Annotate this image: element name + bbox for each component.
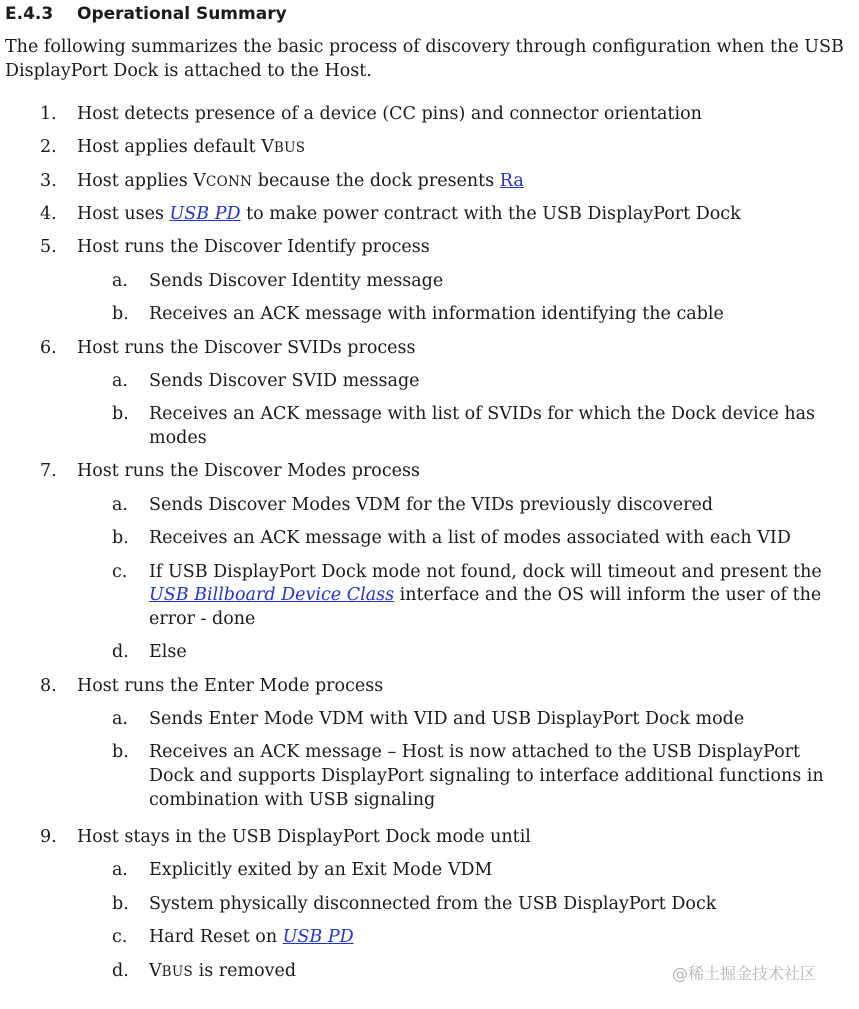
list-marker: c. [112,927,128,947]
list-marker: 1. [40,104,57,124]
list-item-text: System physically disconnected from the USB DisplayPort Dock [149,894,717,914]
list-item-text: Host applies VCONN because the dock presents Ra [77,171,524,191]
section-heading [5,3,287,25]
list-marker: a. [112,860,128,880]
list-item-text: Hard Reset on USB PD [149,927,354,947]
list-item-continuation: Dock and supports DisplayPort signaling to interface additional functions in [149,766,824,786]
list-marker: 8. [40,676,57,696]
list-marker: 6. [40,338,57,358]
section-number: E.4.3 [5,4,54,24]
list-item-text: Else [149,642,187,662]
list-marker: a. [112,371,128,391]
list-item-text: Host runs the Discover Identify process [77,237,430,257]
list-item-continuation: error - done [149,609,256,629]
list-item-text: Sends Discover SVID message [149,371,420,391]
list-item-text: Host runs the Enter Mode process [77,676,384,696]
list-marker: b. [112,894,129,914]
list-marker: a. [112,709,128,729]
list-marker: a. [112,495,128,515]
list-item-text: Host runs the Discover Modes process [77,461,420,481]
list-item-continuation: USB Billboard Device Class interface and the OS will inform the user of the [149,585,822,605]
list-item-continuation: modes [149,428,207,448]
section-title: Operational Summary [77,4,287,24]
list-item-text: Host detects presence of a device (CC pins) and connector orientation [77,104,702,124]
list-item-text: Host uses USB PD to make power contract with the USB DisplayPort Dock [77,204,741,224]
list-marker: 7. [40,461,57,481]
list-marker: d. [112,642,129,662]
intro-paragraph: The following summarizes the basic process of discovery through configuration when the USB DisplayPort Dock is attached to the Host. [5,37,844,81]
list-item-text: Sends Discover Modes VDM for the VIDs previously discovered [149,495,713,515]
list-item-text: VBUS is removed [149,961,297,981]
list-marker: 3. [40,171,57,191]
list-item-text: Host applies default VBUS [77,137,306,157]
list-marker: b. [112,742,129,762]
list-marker: b. [112,304,129,324]
usb-pd-link[interactable]: USB PD [169,204,241,224]
list-marker: 2. [40,137,57,157]
ra-link[interactable]: Ra [499,171,524,191]
list-marker: 5. [40,237,57,257]
list-marker: d. [112,961,129,981]
list-item-continuation: combination with USB signaling [149,790,436,810]
list-item-text: Explicitly exited by an Exit Mode VDM [149,860,493,880]
list-item-text: Sends Enter Mode VDM with VID and USB DisplayPort Dock mode [149,709,745,729]
list-item-text: Receives an ACK message with a list of modes associated with each VID [149,528,791,548]
usb-pd-link[interactable]: USB PD [282,927,354,947]
list-marker: a. [112,271,128,291]
list-marker: 9. [40,827,57,847]
list-item-text: Host runs the Discover SVIDs process [77,338,416,358]
list-item-text: Host stays in the USB DisplayPort Dock mode until [77,827,531,847]
usb-billboard-device-class-link[interactable]: USB Billboard Device Class [149,585,395,605]
list-item-text: Sends Discover Identity message [149,271,444,291]
list-marker: b. [112,528,129,548]
list-item-text: Receives an ACK message – Host is now attached to the USB DisplayPort [149,742,801,762]
list-marker: c. [112,562,128,582]
list-item-text: Receives an ACK message with information identifying the cable [149,304,724,324]
watermark: @稀土掘金技术社区 [672,964,817,983]
list-marker: b. [112,404,129,424]
list-item-text: Receives an ACK message with list of SVIDs for which the Dock device has [149,404,815,424]
list-marker: 4. [40,204,57,224]
list-item-text: If USB DisplayPort Dock mode not found, dock will timeout and present the [149,562,822,582]
